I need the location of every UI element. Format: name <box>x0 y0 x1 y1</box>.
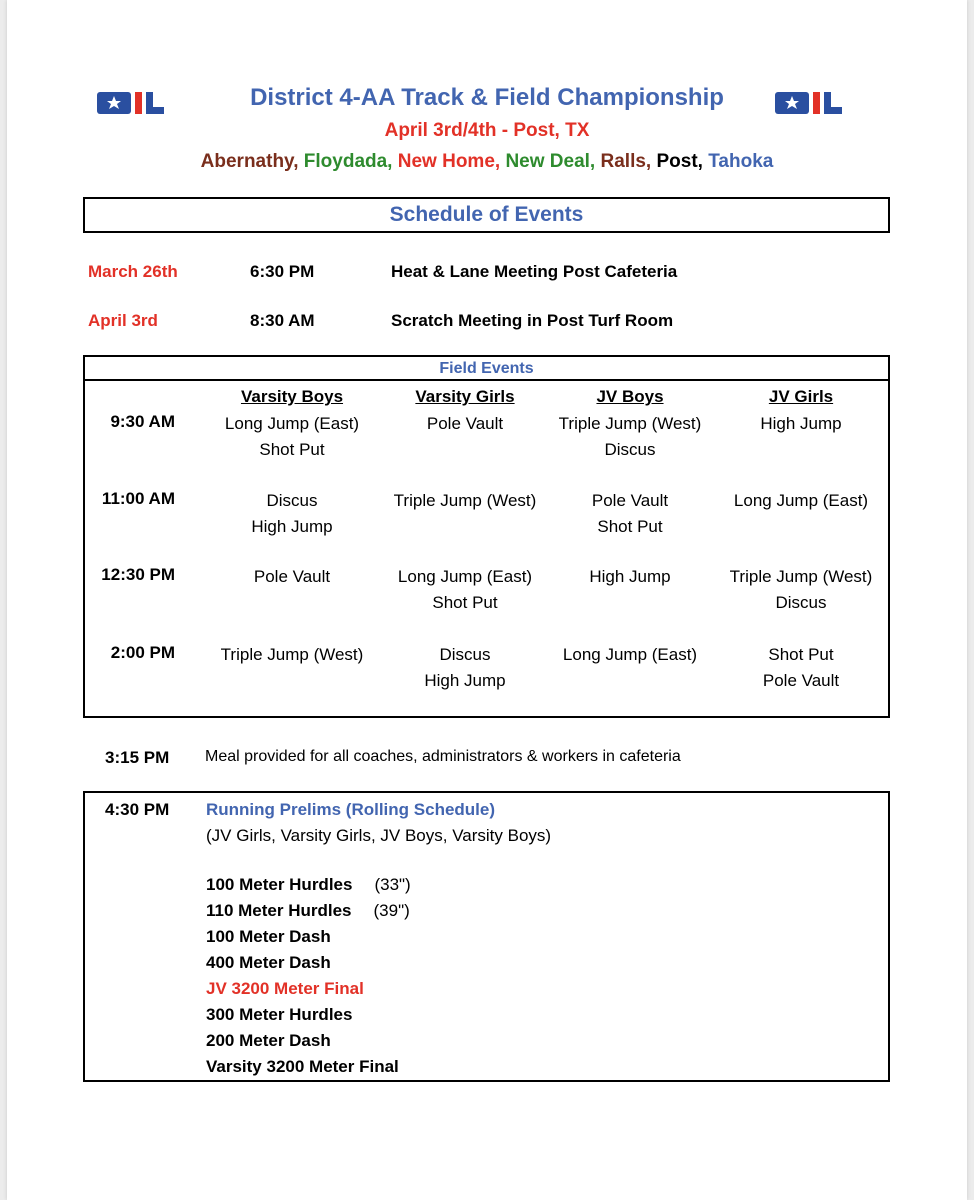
field-event-cell: Long Jump (East) <box>397 567 533 586</box>
running-event-name: 400 Meter Dash <box>206 953 331 972</box>
field-event-cell: Triple Jump (West) <box>393 491 537 510</box>
school-name: New Deal, <box>505 151 596 172</box>
field-event-cell: Discus <box>439 645 491 664</box>
field-events-box <box>83 355 890 718</box>
running-event-name: Varsity 3200 Meter Final <box>206 1057 399 1076</box>
field-event-cell: High Jump <box>251 517 333 536</box>
field-event-cell: High Jump <box>760 414 842 433</box>
running-event <box>206 1028 411 1054</box>
schedule-title-box <box>83 197 890 233</box>
running-event <box>206 924 411 950</box>
field-event-cell: Shot Put <box>597 517 663 536</box>
school-name: New Home, <box>397 151 501 172</box>
column-header-jv-boys: JV Boys <box>596 387 664 406</box>
running-event-name: JV 3200 Meter Final <box>206 979 364 998</box>
running-order: (JV Girls, Varsity Girls, JV Boys, Varsity Boys) <box>206 826 552 845</box>
meeting-desc-1: Heat & Lane Meeting Post Cafeteria <box>391 262 678 281</box>
running-event-name: 110 Meter Hurdles <box>206 901 352 920</box>
field-event-cell: Long Jump (East) <box>224 414 360 433</box>
meeting-date-1: March 26th <box>88 262 178 281</box>
field-event-cell: Pole Vault <box>762 671 840 690</box>
running-events-box <box>83 791 890 1082</box>
field-event-cell: Triple Jump (West) <box>220 645 364 664</box>
page-subtitle: April 3rd/4th - Post, TX <box>384 120 590 141</box>
field-event-cell: Shot Put <box>768 645 834 664</box>
field-event-cell: Long Jump (East) <box>562 645 698 664</box>
school-name: Abernathy, <box>200 151 299 172</box>
school-name: Post, <box>656 151 703 172</box>
document-page <box>7 0 967 1200</box>
field-event-cell: Discus <box>775 593 827 612</box>
running-time: 4:30 PM <box>105 800 170 819</box>
field-row-time: 11:00 AM <box>101 489 175 508</box>
running-event-list <box>206 872 411 1080</box>
logo-text-left: UIL <box>95 90 97 91</box>
meeting-desc-2: Scratch Meeting in Post Turf Room <box>391 311 674 330</box>
field-event-cell: Long Jump (East) <box>733 491 869 510</box>
school-name: Ralls, <box>600 151 652 172</box>
running-event-name: 200 Meter Dash <box>206 1031 331 1050</box>
running-title: Running Prelims (Rolling Schedule) <box>206 800 496 819</box>
field-event-cell: Triple Jump (West) <box>729 567 873 586</box>
column-header-varsity-boys: Varsity Boys <box>240 387 344 406</box>
school-name: Floydada, <box>303 151 393 172</box>
school-list <box>7 151 967 173</box>
running-event <box>206 976 411 1002</box>
field-row-time: 9:30 AM <box>110 412 175 431</box>
meeting-time-2: 8:30 AM <box>250 311 315 330</box>
school-name: Tahoka <box>708 151 774 172</box>
column-header-jv-girls: JV Girls <box>768 387 834 406</box>
running-event <box>206 898 411 924</box>
field-event-cell: Pole Vault <box>426 414 504 433</box>
page-title: District 4-AA Track & Field Championship <box>250 84 724 111</box>
field-event-cell: High Jump <box>424 671 506 690</box>
field-event-cell: Pole Vault <box>591 491 669 510</box>
field-event-cell: Shot Put <box>259 440 325 459</box>
running-event-note: (33") <box>374 875 411 894</box>
field-events-title: Field Events <box>85 357 888 381</box>
field-event-cell: Shot Put <box>432 593 498 612</box>
running-event <box>206 872 411 898</box>
running-event <box>206 950 411 976</box>
field-event-cell: High Jump <box>589 567 671 586</box>
meeting-date-2: April 3rd <box>88 311 158 330</box>
field-event-cell: Pole Vault <box>253 567 331 586</box>
meal-time: 3:15 PM <box>105 748 170 767</box>
running-event-name: 300 Meter Hurdles <box>206 1005 353 1024</box>
field-row-time: 12:30 PM <box>101 565 175 584</box>
running-event-name: 100 Meter Dash <box>206 927 331 946</box>
running-event <box>206 1054 411 1080</box>
field-event-cell: Discus <box>266 491 318 510</box>
meeting-time-1: 6:30 PM <box>250 262 315 281</box>
field-row-time: 2:00 PM <box>110 643 175 662</box>
field-event-cell: Triple Jump (West) <box>558 414 702 433</box>
column-header-varsity-girls: Varsity Girls <box>415 387 515 406</box>
running-event-note: (39") <box>373 901 410 920</box>
logo-text-right: UIL <box>773 90 775 91</box>
running-event <box>206 1002 411 1028</box>
field-event-cell: Discus <box>604 440 656 459</box>
schedule-title: Schedule of Events <box>389 203 584 226</box>
meal-desc: Meal provided for all coaches, administrators & workers in cafeteria <box>205 748 681 765</box>
running-event-name: 100 Meter Hurdles <box>206 875 353 894</box>
